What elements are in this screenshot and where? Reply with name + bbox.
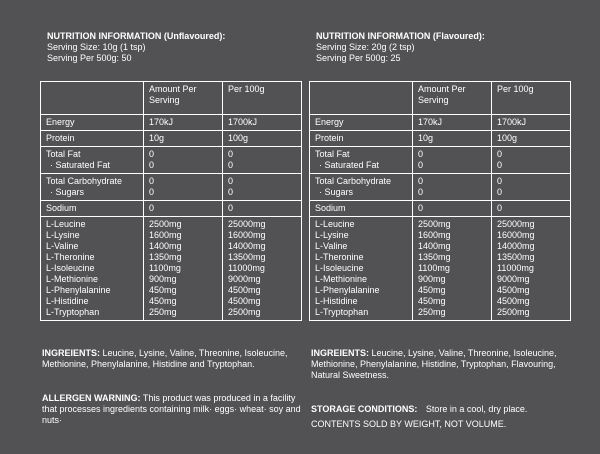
amino-value: 250mg [149,307,177,317]
amino-acid-row [41,217,302,321]
amino-value-100g: 9000mg [228,274,261,284]
amino-values [413,217,492,321]
row-value: 1700kJ [492,115,571,131]
head-amount-per-serving: Amount Per Serving [413,82,492,115]
amino-labels [41,217,144,321]
amino-label: L-Leucine [46,219,86,229]
amino-values-100g [223,217,302,321]
head-per-100g: Per 100g [492,82,571,115]
saturated-fat-value-100g: 0 [228,160,234,170]
amino-value: 1400mg [149,241,182,251]
row-label [41,174,144,201]
saturated-fat-value: 0 [418,160,424,170]
ingredients-unflavoured [42,348,304,370]
fat-value-100g: 0 [228,149,234,159]
row-value [223,174,302,201]
amino-label: L-Lysine [315,230,349,240]
table-row [41,115,302,131]
row-value [492,174,571,201]
table-row [310,131,571,147]
amino-label: L-Leucine [315,219,355,229]
title-flavoured: NUTRITION INFORMATION (Flavoured): [316,31,485,41]
saturated-fat-label: · Saturated Fat [319,160,380,170]
row-value: 100g [223,131,302,147]
storage-label: STORAGE CONDITIONS: [311,404,418,414]
amino-value-100g: 25000mg [497,219,535,229]
row-label: Energy [41,115,144,131]
row-label: Sodium [310,201,413,217]
amino-value: 450mg [149,285,177,295]
amino-label: L-Tryptophan [46,307,100,317]
row-value: 0 [413,201,492,217]
carb-value: 0 [149,176,155,186]
nutrition-table-unflavoured [40,81,302,321]
row-label: Energy [310,115,413,131]
amino-value: 450mg [418,296,446,306]
carb-value-100g: 0 [497,176,503,186]
amino-value: 1600mg [149,230,182,240]
amino-acid-row [310,217,571,321]
table-row [41,174,302,201]
table-row [310,115,571,131]
fat-label: Total Fat [46,149,81,159]
amino-value-100g: 11000mg [497,263,534,273]
amino-label: L-Theronine [46,252,95,262]
amino-value-100g: 2500mg [497,307,530,317]
table-row [310,201,571,217]
amino-value-100g: 4500mg [228,285,261,295]
row-value: 170kJ [144,115,223,131]
amino-label: L-Phenylalanine [46,285,111,295]
row-value: 0 [223,201,302,217]
row-label: Protein [41,131,144,147]
row-value: 10g [413,131,492,147]
sugars-label: · Sugars [319,187,354,197]
row-value: 0 [492,201,571,217]
row-value: 0 [144,201,223,217]
storage-text: Store in a cool, dry place. [425,404,528,414]
fat-value: 0 [149,149,155,159]
row-value: 10g [144,131,223,147]
sugars-value-100g: 0 [228,187,234,197]
amino-value: 2500mg [418,219,451,229]
row-label [310,174,413,201]
saturated-fat-label: · Saturated Fat [50,160,111,170]
amino-value-100g: 13500mg [497,252,535,262]
amino-label: L-Valine [315,241,348,251]
amino-value-100g: 13500mg [228,252,266,262]
table-row [41,147,302,174]
head-per-100g: Per 100g [223,82,302,115]
storage-note: CONTENTS SOLD BY WEIGHT, NOT VOLUME. [311,419,507,429]
row-label: Sodium [41,201,144,217]
fat-value-100g: 0 [497,149,503,159]
amino-label: L-Isoleucine [315,263,364,273]
sugars-value: 0 [418,187,424,197]
ingredients-text: Leucine, Lysine, Valine, Threonine, Isoleucine, Methionine, Phenylalanine, Histidine and Tryptophan. [42,348,288,369]
amino-value: 1600mg [418,230,451,240]
sugars-value-100g: 0 [497,187,503,197]
serving-size: Serving Size: 20g (2 tsp) [316,42,415,52]
amino-value-100g: 14000mg [497,241,535,251]
amino-label: L-Histidine [46,296,89,306]
fat-label: Total Fat [315,149,350,159]
amino-values-100g [492,217,571,321]
table-row [41,131,302,147]
amino-value: 1400mg [418,241,451,251]
amino-labels [310,217,413,321]
amino-value: 900mg [149,274,177,284]
amino-value-100g: 9000mg [497,274,530,284]
saturated-fat-value-100g: 0 [497,160,503,170]
carb-value: 0 [418,176,424,186]
amino-label: L-Valine [46,241,79,251]
ingredients-label: INGREIENTS: [311,348,370,358]
row-value: 170kJ [413,115,492,131]
row-value: 100g [492,131,571,147]
table-row [310,147,571,174]
carb-label: Total Carbohydrate [46,176,123,186]
amino-value-100g: 11000mg [228,263,265,273]
head-blank [310,82,413,115]
row-value [492,147,571,174]
row-value: 1700kJ [223,115,302,131]
row-value [413,174,492,201]
amino-value: 450mg [149,296,177,306]
amino-value-100g: 14000mg [228,241,266,251]
amino-label: L-Tryptophan [315,307,369,317]
table-head-row [310,82,571,115]
row-label: Protein [310,131,413,147]
table-row [41,201,302,217]
amino-value: 900mg [418,274,446,284]
amino-label: L-Methionine [315,274,368,284]
head-amount-per-serving: Amount Per Serving [144,82,223,115]
amino-label: L-Theronine [315,252,364,262]
nutrition-table-flavoured [309,81,571,321]
amino-values [144,217,223,321]
amino-value: 2500mg [149,219,182,229]
amino-label: L-Methionine [46,274,99,284]
amino-value: 1350mg [149,252,182,262]
amino-value: 1350mg [418,252,451,262]
ingredients-text: Leucine, Lysine, Valine, Threonine, Isoleucine, Methionine, Phenylalanine, Histidine, Tryptophan, Flavouring, Natural Sweetness. [311,348,557,380]
amino-value: 1100mg [418,263,450,273]
row-value [223,147,302,174]
table-row [310,174,571,201]
ingredients-flavoured [311,348,573,381]
row-label [41,147,144,174]
row-value [144,174,223,201]
servings-per-pack: Serving Per 500g: 25 [316,53,401,63]
head-blank [41,82,144,115]
carb-value-100g: 0 [228,176,234,186]
amino-value: 450mg [418,285,446,295]
amino-label: L-Lysine [46,230,80,240]
storage-conditions [311,404,581,430]
sugars-value: 0 [149,187,155,197]
amino-value-100g: 4500mg [497,296,530,306]
amino-value-100g: 4500mg [228,296,261,306]
row-label [310,147,413,174]
table-head-row [41,82,302,115]
title-unflavoured: NUTRITION INFORMATION (Unflavoured): [47,31,226,41]
allergen-text: This product was produced in a facility that processes ingredients containing milk· eggs· wheat· soy and nuts· [42,393,301,425]
row-value [144,147,223,174]
amino-value-100g: 2500mg [228,307,261,317]
header-flavoured [316,31,485,64]
ingredients-label: INGREIENTS: [42,348,101,358]
allergen-warning [42,393,304,426]
amino-value: 1100mg [149,263,181,273]
amino-value-100g: 16000mg [497,230,535,240]
amino-value-100g: 25000mg [228,219,266,229]
servings-per-pack: Serving Per 500g: 50 [47,53,132,63]
amino-label: L-Isoleucine [46,263,95,273]
amino-label: L-Phenylalanine [315,285,380,295]
serving-size: Serving Size: 10g (1 tsp) [47,42,146,52]
allergen-label: ALLERGEN WARNING: [42,393,141,403]
amino-value-100g: 16000mg [228,230,266,240]
fat-value: 0 [418,149,424,159]
amino-label: L-Histidine [315,296,358,306]
amino-value-100g: 4500mg [497,285,530,295]
row-value [413,147,492,174]
carb-label: Total Carbohydrate [315,176,392,186]
saturated-fat-value: 0 [149,160,155,170]
header-unflavoured [47,31,225,64]
amino-value: 250mg [418,307,446,317]
sugars-label: · Sugars [50,187,85,197]
